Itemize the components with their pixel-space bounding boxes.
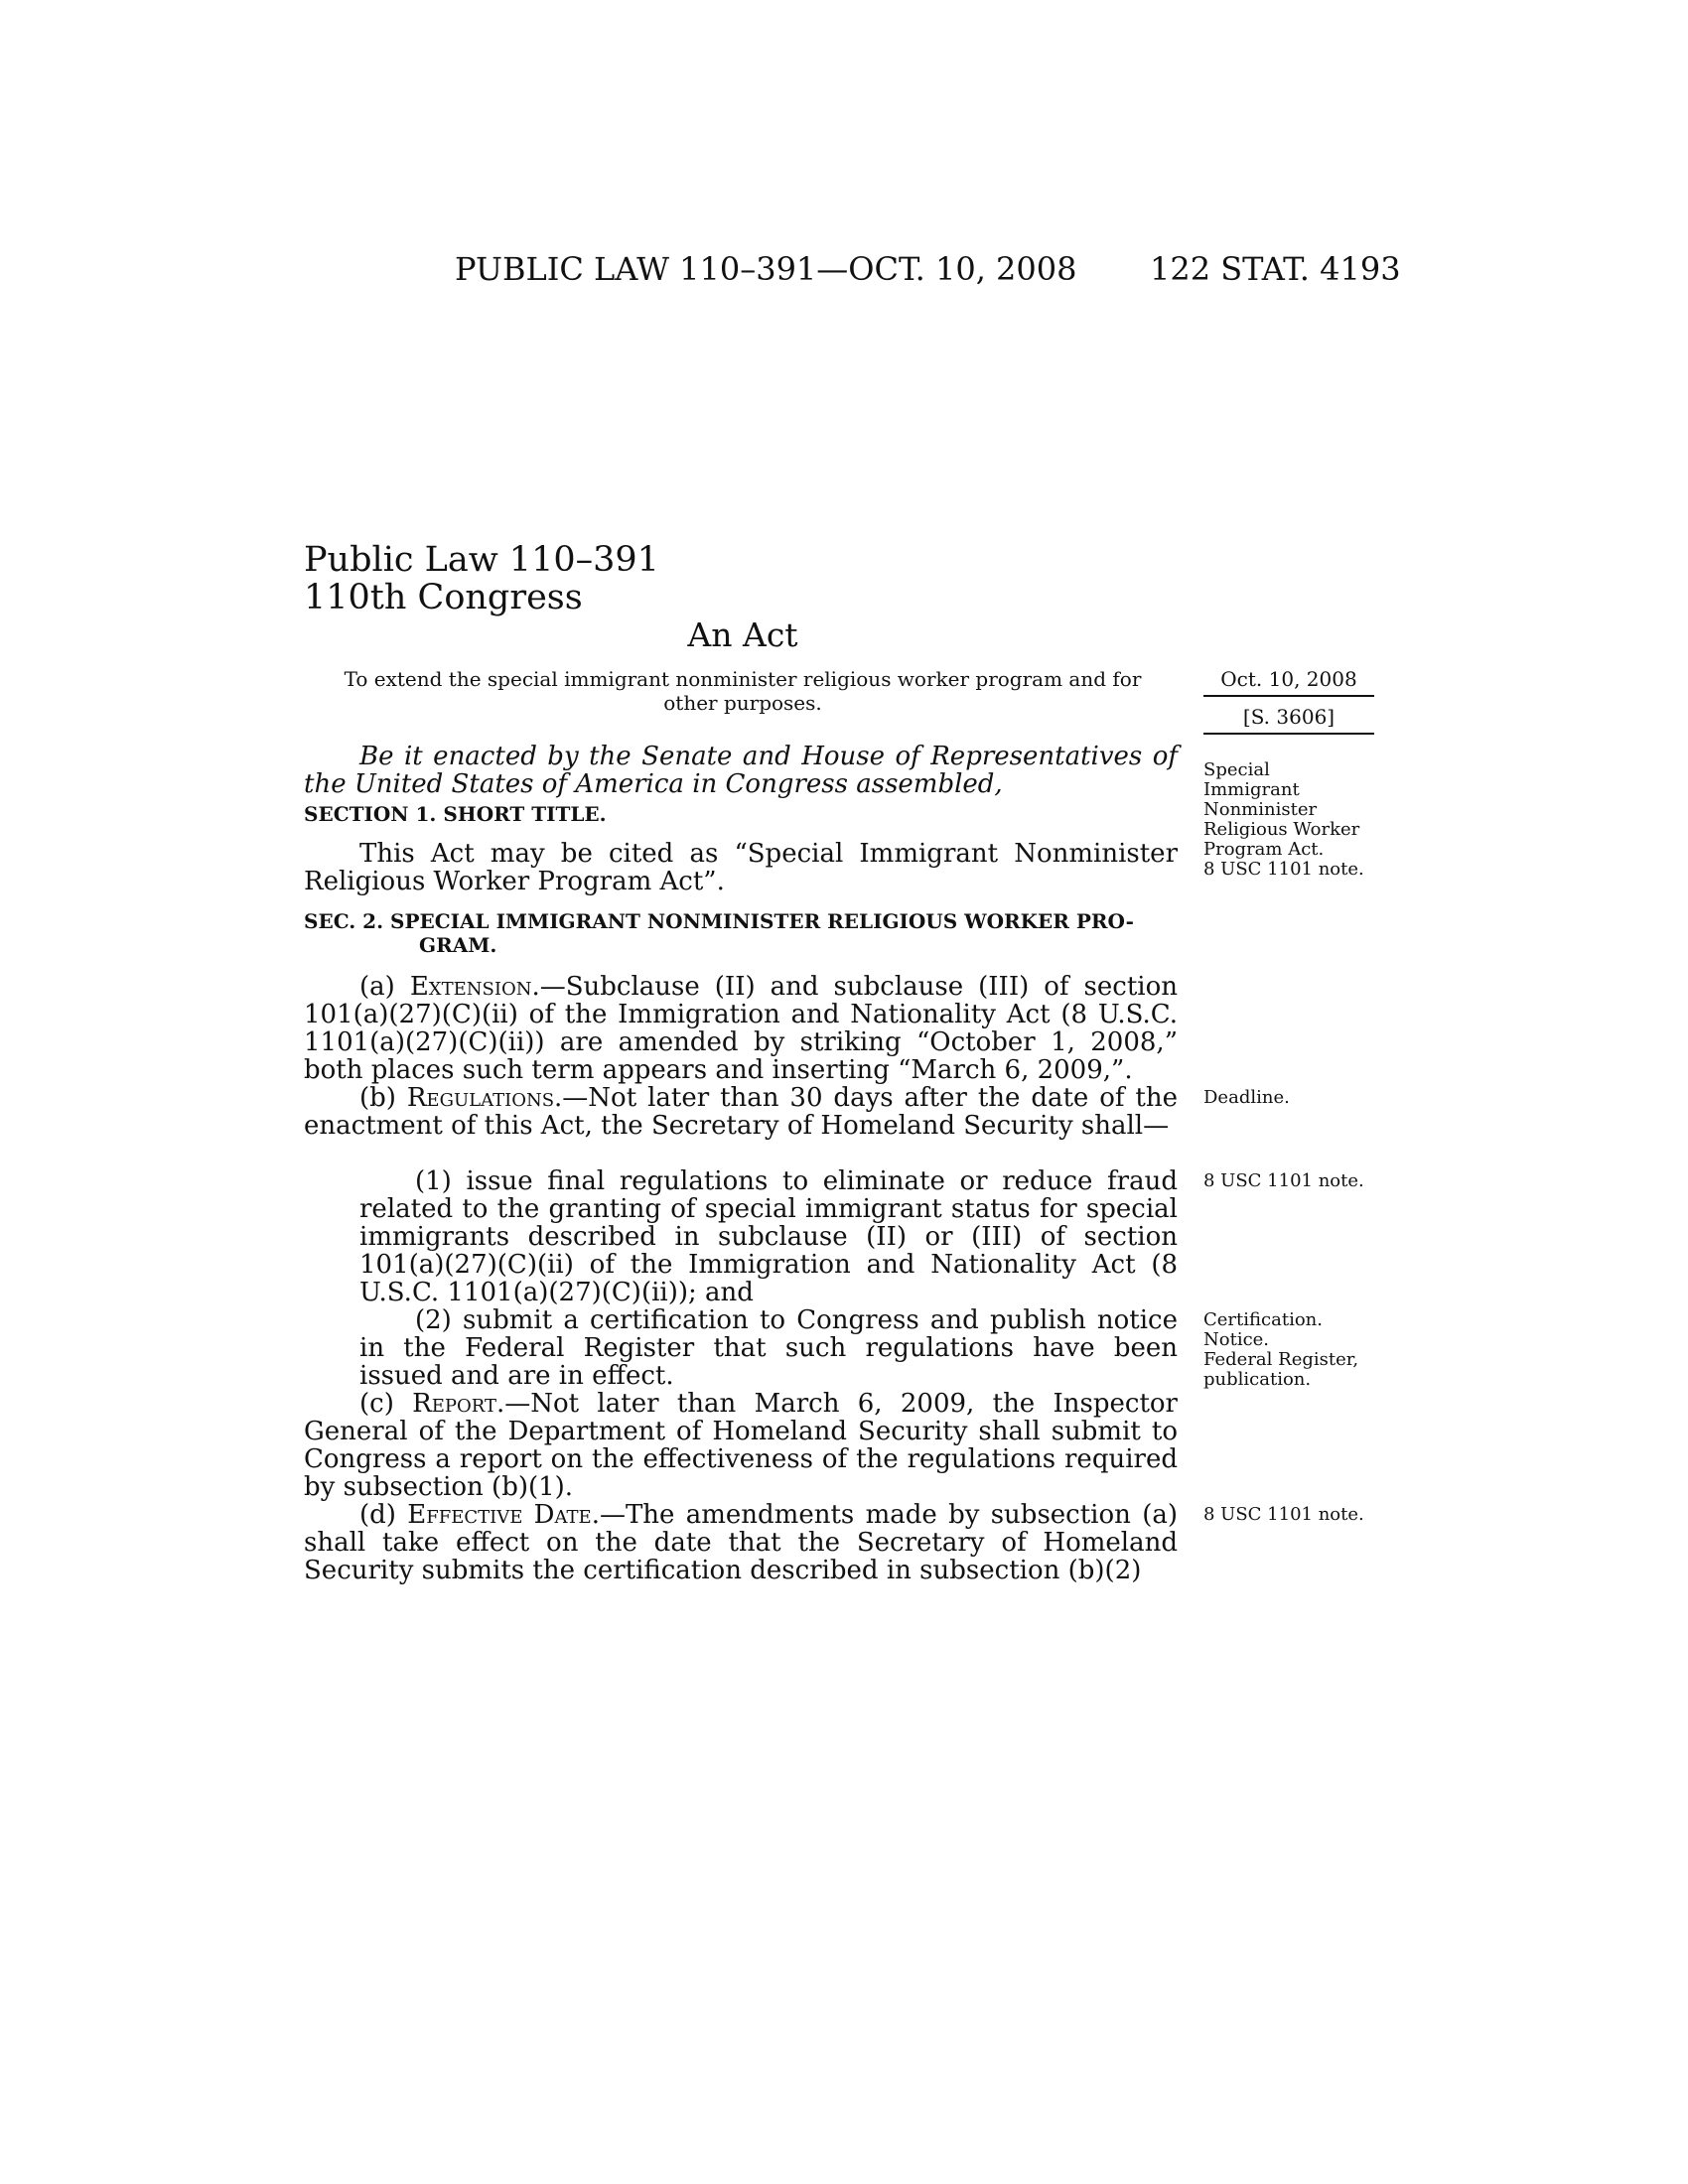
subsection-a-heading: Extension: [409, 972, 532, 1002]
act-purpose: [304, 667, 1182, 715]
paragraph-b2: (2) submit a certification to Congress and publish notice in the Federal Register that such regulations have been issued and are in effect.: [359, 1305, 1178, 1391]
margin-note-deadline: Deadline.: [1203, 1087, 1290, 1108]
margin-note-b1: 8 USC 1101 note.: [1203, 1170, 1364, 1191]
subsection-a: [304, 973, 1178, 1084]
law-number: Public Law 110–391: [304, 540, 659, 580]
running-head-right: 122 STAT. 4193: [1150, 250, 1401, 288]
bill-number: [S. 3606]: [1242, 705, 1336, 729]
subsection-d-heading: Effective Date: [407, 1500, 592, 1530]
section-2-heading-line-2: GRAM.: [419, 933, 497, 957]
subsection-b-designation: (b): [359, 1083, 407, 1113]
bill-rule: [1203, 733, 1374, 735]
paragraph-b1: (1) issue final regulations to eliminate or reduce fraud related to the granting of special immigrant status for special immigrants described in subclause (II) or (III) of section 101(a)(27)(C)(ii) of the Immigration and Nationality Act (8 U.S.C. 1101(a)(27)(C)(ii)); and: [359, 1166, 1178, 1307]
subsection-d-text: .—The amendments made by subsection (a) shall take effect on the date that the Secretary of Homeland Security submits the certification described in subsection (b)(2): [304, 1500, 1178, 1585]
subsection-b: [304, 1084, 1178, 1140]
subsection-c: [304, 1390, 1178, 1501]
subsection-c-designation: (c): [359, 1389, 413, 1419]
congress-number: 110th Congress: [304, 578, 583, 617]
section-1-heading: SECTION 1. SHORT TITLE.: [304, 802, 607, 826]
enacting-clause: Be it enacted by the Senate and House of Representatives of the United States of America in Congress assembled,: [304, 742, 1178, 799]
subsection-d: [304, 1501, 1178, 1584]
act-title: An Act: [687, 615, 798, 654]
section-2-heading: [304, 909, 1134, 957]
subsection-a-text: .—Subclause (II) and subclause (III) of section 101(a)(27)(C)(ii) of the Immigration and Nationality Act (8 U.S.C. 1101(a)(27)(C)(ii)) are amended by striking “October 1, 2008,” both places such term appears and inserting “March 6, 2009,”.: [304, 972, 1178, 1085]
subsection-c-text: .—Not later than March 6, 2009, the Inspector General of the Department of Homeland Security shall submit to Congress a report on the effectiveness of the regulations required by subsection (b)(1).: [304, 1389, 1178, 1502]
subsection-d-designation: (d): [359, 1500, 408, 1530]
subsection-c-heading: Report: [412, 1389, 496, 1419]
enactment-date: Oct. 10, 2008: [1220, 667, 1357, 691]
section-2-heading-line-1: SEC. 2. SPECIAL IMMIGRANT NONMINISTER RELIGIOUS WORKER PRO-: [304, 909, 1134, 933]
subsection-b-text: .—Not later than 30 days after the date of the enactment of this Act, the Secretary of Homeland Security shall—: [304, 1083, 1178, 1141]
margin-note-b2: Certification. Notice. Federal Register, publication.: [1203, 1309, 1359, 1390]
margin-note-d: 8 USC 1101 note.: [1203, 1504, 1364, 1525]
act-purpose-line-1: To extend the special immigrant nonminister religious worker program and for: [344, 667, 1142, 691]
subsection-a-designation: (a): [359, 972, 410, 1002]
running-head-left: PUBLIC LAW 110–391—OCT. 10, 2008: [455, 250, 1077, 288]
section-1-text: This Act may be cited as “Special Immigrant Nonminister Religious Worker Program Act”.: [304, 839, 1178, 896]
act-purpose-line-2: other purposes.: [663, 691, 822, 715]
date-rule: [1203, 695, 1374, 697]
subsection-b-heading: Regulations: [406, 1083, 555, 1113]
margin-note-short-title: Special Immigrant Nonminister Religious Worker Program Act. 8 USC 1101 note.: [1203, 759, 1364, 880]
